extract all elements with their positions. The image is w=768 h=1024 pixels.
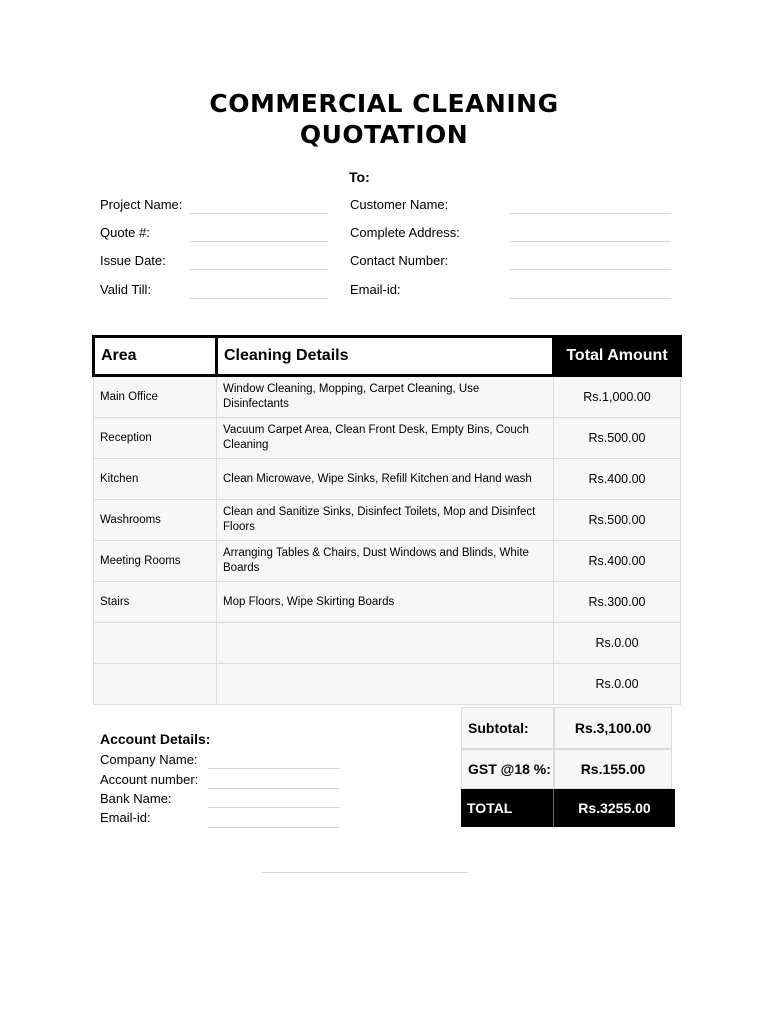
details-cell[interactable]: Mop Floors, Wipe Skirting Boards [217,582,554,623]
gst-value: Rs.155.00 [554,749,672,789]
contact-number-label: Contact Number: [350,253,449,268]
account-email-field[interactable] [208,827,340,828]
table-row [94,582,681,623]
total-value: Rs.3255.00 [554,789,675,827]
area-cell[interactable]: Kitchen [94,459,217,500]
amount-cell[interactable]: Rs.400.00 [554,459,681,500]
table-row [94,541,681,582]
account-email-label: Email-id: [100,810,151,825]
details-cell[interactable]: Clean Microwave, Wipe Sinks, Refill Kitchen and Hand wash [217,459,554,500]
account-number-field[interactable] [208,788,340,789]
company-name-field[interactable] [208,768,340,769]
signature-line[interactable] [262,872,468,873]
area-cell[interactable] [94,664,217,705]
quote-number-label: Quote #: [100,225,150,240]
table-row [94,376,681,418]
total-label: TOTAL [461,789,554,827]
area-cell[interactable] [94,623,217,664]
customer-name-label: Customer Name: [350,197,449,212]
details-cell[interactable] [217,664,554,705]
issue-date-field[interactable] [190,269,328,270]
title-line-2: QUOTATION [299,120,469,149]
subtotal-value: Rs.3,100.00 [554,707,672,749]
customer-email-field[interactable] [510,298,671,299]
table-row [94,500,681,541]
table-row [94,623,681,664]
amount-cell[interactable]: Rs.0.00 [554,664,681,705]
amount-cell[interactable]: Rs.300.00 [554,582,681,623]
customer-name-field[interactable] [510,213,671,214]
details-cell[interactable]: Vacuum Carpet Area, Clean Front Desk, Empty Bins, Couch Cleaning [217,418,554,459]
complete-address-field[interactable] [510,241,671,242]
document-title [0,88,768,150]
amount-cell[interactable]: Rs.0.00 [554,623,681,664]
area-cell[interactable]: Main Office [94,376,217,418]
gst-label: GST @18 %: [461,749,554,789]
area-cell[interactable]: Stairs [94,582,217,623]
details-cell[interactable] [217,623,554,664]
details-cell[interactable]: Clean and Sanitize Sinks, Disinfect Toilets, Mop and Disinfect Floors [217,500,554,541]
header-area: Area [94,337,217,376]
subtotal-label: Subtotal: [461,707,554,749]
header-cleaning-details: Cleaning Details [217,337,554,376]
quotation-table [92,335,682,705]
valid-till-field[interactable] [190,298,328,299]
details-cell[interactable]: Arranging Tables & Chairs, Dust Windows and Blinds, White Boards [217,541,554,582]
account-number-label: Account number: [100,772,199,787]
amount-cell[interactable]: Rs.500.00 [554,418,681,459]
to-label: To: [349,169,370,185]
project-name-field[interactable] [190,213,328,214]
complete-address-label: Complete Address: [350,225,460,240]
company-name-label: Company Name: [100,752,198,767]
area-cell[interactable]: Washrooms [94,500,217,541]
details-cell[interactable]: Window Cleaning, Mopping, Carpet Cleaning, Use Disinfectants [217,376,554,418]
title-line-1: COMMERCIAL CLEANING [209,89,559,118]
table-row [94,459,681,500]
amount-cell[interactable]: Rs.500.00 [554,500,681,541]
area-cell[interactable]: Meeting Rooms [94,541,217,582]
issue-date-label: Issue Date: [100,253,166,268]
customer-email-label: Email-id: [350,282,401,297]
header-total-amount: Total Amount [554,337,681,376]
bank-name-field[interactable] [208,807,340,808]
account-details-title: Account Details: [100,731,211,747]
bank-name-label: Bank Name: [100,791,172,806]
table-row [94,664,681,705]
project-name-label: Project Name: [100,197,183,212]
amount-cell[interactable]: Rs.1,000.00 [554,376,681,418]
table-header-row [94,337,681,376]
amount-cell[interactable]: Rs.400.00 [554,541,681,582]
area-cell[interactable]: Reception [94,418,217,459]
table-row [94,418,681,459]
quote-number-field[interactable] [190,241,328,242]
valid-till-label: Valid Till: [100,282,152,297]
contact-number-field[interactable] [510,269,671,270]
